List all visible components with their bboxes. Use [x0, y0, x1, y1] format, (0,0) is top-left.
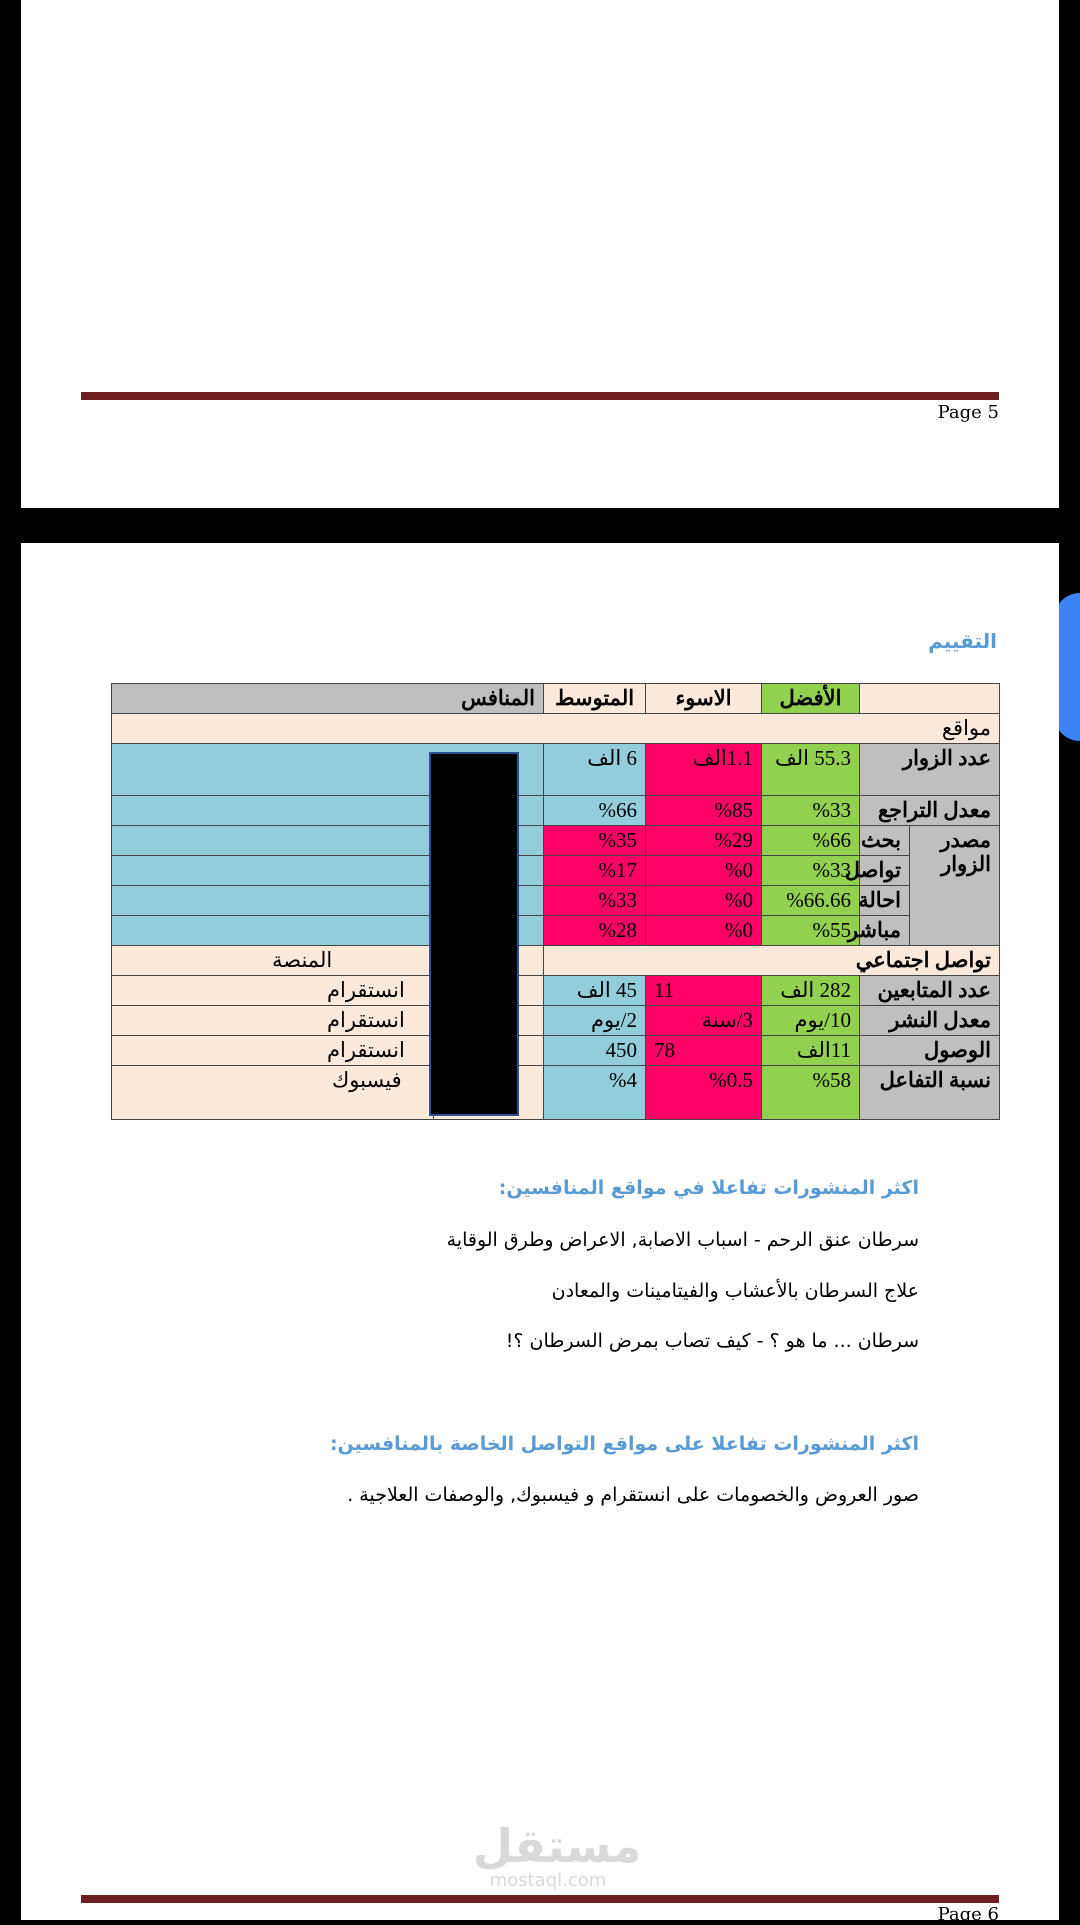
evaluation-table — [111, 683, 1000, 1120]
header-worst: الاسوء — [646, 684, 762, 714]
site-post-1: سرطان عنق الرحم - اسباب الاصابة, الاعراض وطرق الوقاية — [446, 1229, 919, 1251]
site-post-2: علاج السرطان بالأعشاب والفيتامينات والمعادن — [551, 1280, 919, 1302]
table-row: عدد الزوار 55.3 الف 1.1الف 6 الف — [112, 744, 1000, 796]
page-6 — [21, 543, 1059, 1925]
table-row: معدل التراجع %33 %85 %66 — [112, 796, 1000, 826]
table-row — [112, 714, 1000, 744]
heading-social: اكثر المنشورات تفاعلا على مواقع التواصل الخاصة بالمنافسين: — [329, 1433, 919, 1455]
social-label: تواصل اجتماعي — [544, 946, 1000, 976]
header-average: المتوسط — [544, 684, 646, 714]
footer-rule — [81, 1895, 999, 1903]
table-row — [112, 946, 1000, 976]
source-label: مصدر الزوار — [910, 826, 1000, 946]
table-row: احالة %66.66 %0 %33 — [112, 886, 1000, 916]
page-number: Page 5 — [937, 402, 999, 423]
site-post-3: سرطان ... ما هو ؟ - كيف تصاب بمرض السرطان ؟! — [505, 1330, 919, 1352]
platform-label: المنصة — [112, 946, 434, 976]
table-header-row — [112, 684, 1000, 714]
table-row: نسبة التفاعل %58 %0.5 %4 فيسبوك — [112, 1066, 1000, 1120]
footer-rule — [81, 392, 999, 400]
table-row: معدل النشر 10/يوم 3/سنة 2/يوم انستقرام — [112, 1006, 1000, 1036]
table-row: عدد المتابعين 282 الف 11 45 الف انستقرام — [112, 976, 1000, 1006]
social-post: صور العروض والخصومات على انستقرام و فيسبوك, والوصفات العلاجية . — [347, 1484, 919, 1506]
sites-label: مواقع — [112, 714, 1000, 744]
table-row: تواصل %33 %0 %17 — [112, 856, 1000, 886]
page-5 — [21, 0, 1059, 508]
header-competitor: المنافس — [112, 684, 544, 714]
section-title: التقييم — [928, 629, 997, 653]
header-best: الأفضل — [762, 684, 860, 714]
table-row: مصدر الزوار بحث %66 %29 %35 — [112, 826, 1000, 856]
redaction-box — [429, 752, 519, 1116]
heading-sites: اكثر المنشورات تفاعلا في مواقع المنافسين: — [498, 1177, 919, 1199]
table-row: مباشر %55 %0 %28 — [112, 916, 1000, 946]
watermark: مستقل mostaql.com — [473, 1819, 642, 1891]
table-row: الوصول 11الف 78 450 انستقرام — [112, 1036, 1000, 1066]
page-number: Page 6 — [937, 1904, 999, 1925]
